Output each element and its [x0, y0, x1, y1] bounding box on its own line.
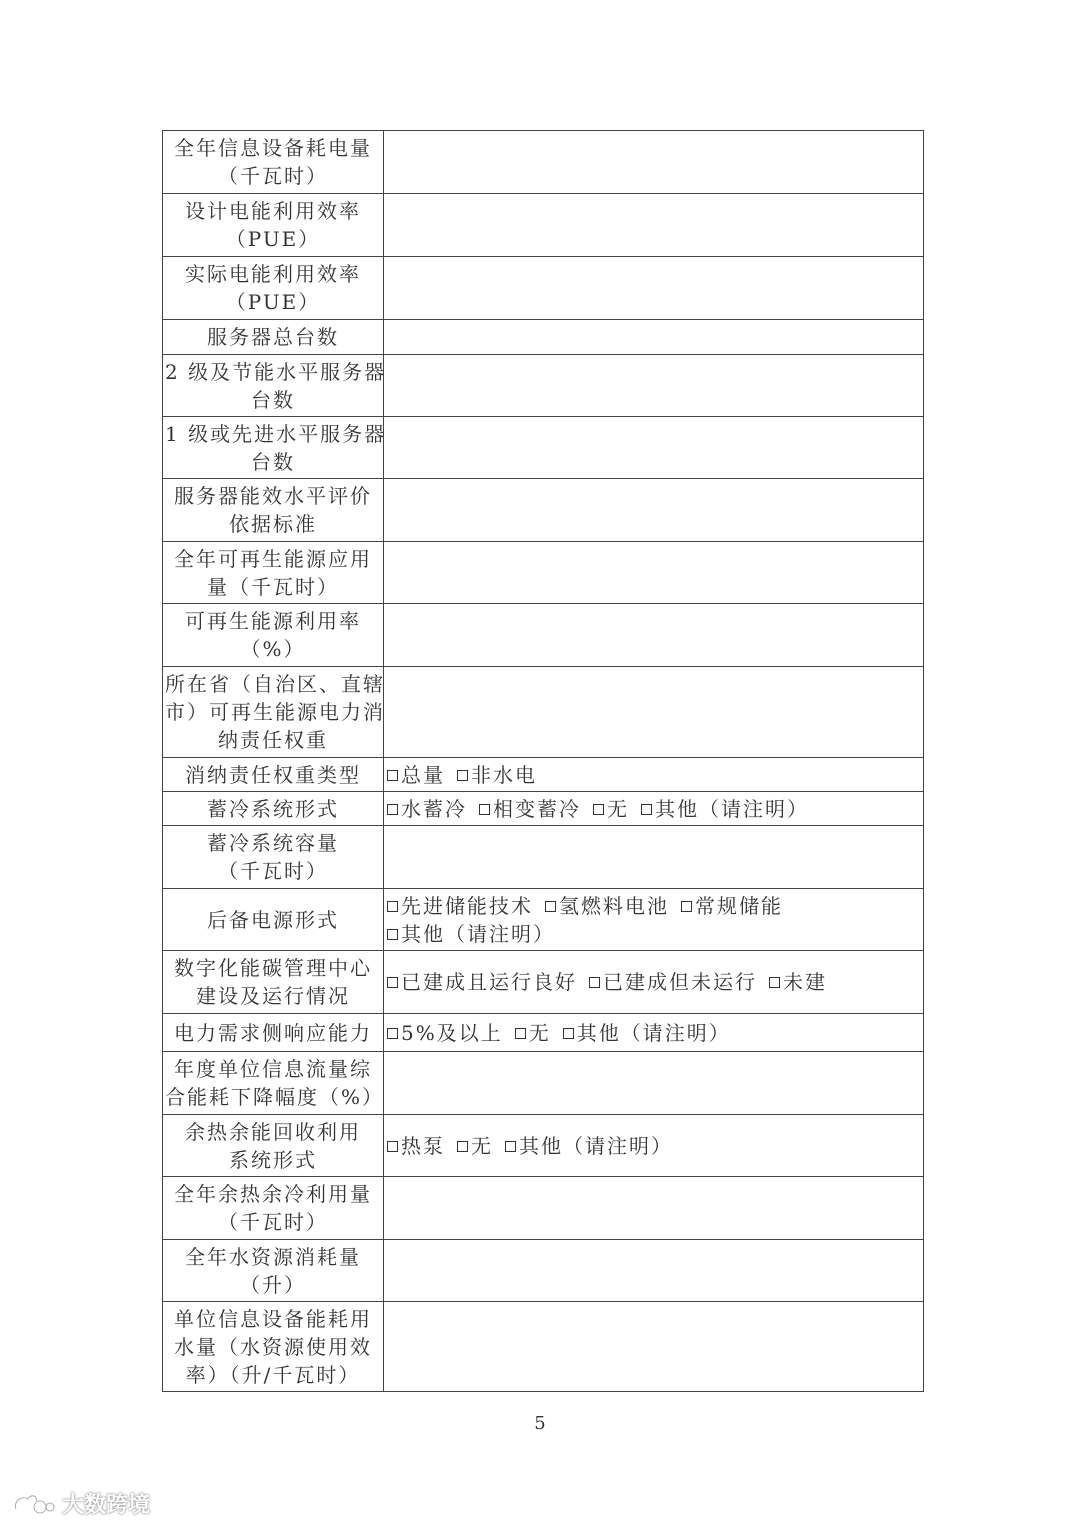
checkbox-option[interactable] — [479, 797, 581, 821]
checkbox-label: 无 — [471, 1133, 493, 1158]
checkbox-label: 先进储能技术 — [401, 893, 533, 918]
table-row — [163, 320, 924, 355]
row-value-cell — [384, 1014, 924, 1052]
checkbox-label: 无 — [528, 1020, 551, 1045]
checkbox-icon[interactable] — [769, 977, 780, 988]
table-row — [163, 194, 924, 257]
checkbox-icon[interactable] — [563, 1028, 574, 1039]
checkbox-option[interactable] — [387, 1021, 503, 1045]
row-label-cell — [163, 1052, 384, 1115]
watermark-logo-icon — [12, 1491, 56, 1517]
row-label-line: 依据标准 — [229, 512, 317, 536]
row-label-cell — [163, 792, 384, 826]
table-row — [163, 417, 924, 479]
row-value-cell[interactable] — [384, 479, 924, 542]
row-label-cell — [163, 1014, 384, 1052]
table-row — [163, 1052, 924, 1115]
watermark — [12, 1488, 150, 1519]
checkbox-label: 其他（请注明） — [401, 921, 555, 946]
row-label-line: （千瓦时） — [218, 1210, 328, 1234]
checkbox-icon[interactable] — [589, 977, 600, 988]
checkbox-icon[interactable] — [387, 977, 398, 988]
row-label-line: 电力需求侧响应能力 — [174, 1020, 372, 1045]
checkbox-option[interactable] — [387, 1134, 445, 1158]
row-label-line: 服务器总台数 — [207, 325, 339, 349]
checkbox-option[interactable] — [545, 894, 669, 918]
row-value-cell — [384, 792, 924, 826]
table-row — [163, 1177, 924, 1240]
option-line — [387, 1019, 917, 1047]
checkbox-label: 相变蓄冷 — [493, 796, 581, 821]
row-label-line: 可再生能源利用率 — [185, 609, 361, 633]
row-label-line: 设计电能利用效率 — [185, 199, 361, 223]
row-value-cell — [384, 951, 924, 1014]
checkbox-label: 已建成且运行良好 — [401, 970, 577, 994]
row-value-cell — [384, 889, 924, 951]
checkbox-label: 已建成但未运行 — [603, 970, 757, 994]
row-label-line: 合能耗下降幅度（%） — [165, 1085, 385, 1109]
row-value-cell[interactable] — [384, 1302, 924, 1392]
table-row — [163, 667, 924, 758]
row-label-cell — [163, 758, 384, 792]
checkbox-option[interactable] — [457, 763, 537, 787]
checkbox-label: 热泵 — [401, 1133, 445, 1158]
row-value-cell[interactable] — [384, 542, 924, 604]
row-value-cell[interactable] — [384, 826, 924, 889]
row-value-cell[interactable] — [384, 194, 924, 257]
checkbox-option[interactable] — [563, 1021, 731, 1045]
checkbox-label: 5%及以上 — [401, 1020, 503, 1045]
row-value-cell[interactable] — [384, 1177, 924, 1240]
form-table-body — [163, 131, 924, 1392]
checkbox-icon[interactable] — [387, 929, 398, 940]
checkbox-option[interactable] — [589, 970, 757, 994]
checkbox-icon[interactable] — [641, 804, 652, 815]
row-label-line: 纳责任权重 — [218, 728, 328, 752]
row-label-cell — [163, 1177, 384, 1240]
table-row — [163, 1014, 924, 1052]
row-value-cell[interactable] — [384, 1052, 924, 1115]
table-row — [163, 542, 924, 604]
table-row — [163, 951, 924, 1014]
checkbox-option[interactable] — [387, 970, 577, 994]
checkbox-label: 水蓄冷 — [401, 796, 467, 821]
checkbox-icon[interactable] — [457, 770, 468, 781]
row-value-cell[interactable] — [384, 131, 924, 194]
checkbox-label: 总量 — [401, 762, 445, 787]
checkbox-icon[interactable] — [457, 1141, 468, 1152]
row-label-line: 率）（升/千瓦时） — [185, 1362, 361, 1387]
option-line — [387, 892, 917, 920]
row-label-line: （千瓦时） — [218, 164, 328, 188]
checkbox-icon[interactable] — [545, 901, 556, 912]
row-value-cell[interactable] — [384, 257, 924, 320]
row-label-line: 水量（水资源使用效 — [174, 1334, 372, 1359]
checkbox-option[interactable] — [769, 970, 827, 994]
table-row — [163, 1115, 924, 1177]
table-row — [163, 889, 924, 951]
row-label-cell — [163, 889, 384, 951]
row-label-line: 全年信息设备耗电量 — [174, 136, 372, 160]
option-line — [387, 795, 917, 823]
checkbox-icon[interactable] — [387, 770, 398, 781]
checkbox-option[interactable] — [387, 797, 467, 821]
row-label-line: 服务器能效水平评价 — [174, 484, 372, 508]
row-label-cell — [163, 320, 384, 355]
row-label-cell — [163, 355, 387, 417]
row-label-line: （PUE） — [225, 227, 321, 251]
row-label-cell — [163, 194, 384, 257]
checkbox-option[interactable] — [387, 922, 555, 946]
checkbox-icon[interactable] — [479, 804, 490, 815]
table-row — [163, 758, 924, 792]
row-label-cell — [163, 479, 384, 542]
row-label-line: 全年水资源消耗量 — [185, 1244, 361, 1269]
checkbox-option[interactable] — [641, 797, 809, 821]
option-line — [387, 1132, 917, 1160]
row-label-cell — [163, 417, 387, 479]
row-label-line: 实际电能利用效率 — [185, 262, 361, 286]
checkbox-label: 未建 — [783, 970, 827, 994]
row-label-line: 蓄冷系统形式 — [207, 796, 339, 821]
row-label-line: 后备电源形式 — [207, 907, 339, 932]
checkbox-icon[interactable] — [505, 1141, 516, 1152]
checkbox-option[interactable] — [681, 894, 783, 918]
checkbox-label: 常规储能 — [695, 893, 783, 918]
checkbox-option[interactable] — [457, 1134, 493, 1158]
row-value-cell — [384, 1115, 924, 1177]
checkbox-icon[interactable] — [387, 804, 398, 815]
checkbox-label: 其他（请注明） — [655, 796, 809, 821]
checkbox-option[interactable] — [593, 797, 629, 821]
table-row — [163, 131, 924, 194]
row-label-line: （%） — [240, 637, 306, 661]
page-number: 5 — [534, 1413, 546, 1434]
table-row — [163, 826, 924, 889]
table-row — [163, 257, 924, 320]
row-label-cell — [163, 542, 384, 604]
row-label-line: 数字化能碳管理中心 — [174, 956, 372, 980]
table-row — [163, 792, 924, 826]
row-label-line: 蓄冷系统容量 — [207, 831, 339, 855]
row-label-cell — [163, 951, 384, 1014]
checkbox-option[interactable] — [387, 763, 445, 787]
row-value-cell[interactable] — [384, 1240, 924, 1302]
row-label-line: （千瓦时） — [218, 859, 328, 883]
row-label-line: 1 级或先进水平服务器 — [165, 421, 387, 446]
row-label-line: 2 级及节能水平服务器 — [165, 359, 387, 384]
row-label-cell — [163, 1240, 384, 1302]
row-label-line: 年度单位信息流量综 — [174, 1057, 372, 1081]
table-row — [163, 355, 924, 417]
checkbox-icon[interactable] — [593, 804, 604, 815]
checkbox-option[interactable] — [505, 1134, 673, 1158]
row-label-line: （PUE） — [225, 290, 321, 314]
row-label-line: 台数 — [251, 449, 295, 474]
row-label-line: 量（千瓦时） — [207, 574, 339, 599]
row-label-line: 全年余热余冷利用量 — [174, 1182, 372, 1206]
row-label-cell — [163, 667, 384, 758]
row-label-line: （升） — [240, 1272, 306, 1297]
row-label-line: 单位信息设备能耗用 — [174, 1306, 372, 1331]
row-label-cell — [163, 604, 384, 667]
row-value-cell[interactable] — [384, 320, 924, 355]
checkbox-label: 无 — [607, 796, 629, 821]
option-line — [387, 968, 917, 996]
table-row — [163, 1302, 924, 1392]
row-label-line: 系统形式 — [229, 1147, 317, 1172]
watermark-text: 大数跨境 — [62, 1493, 151, 1518]
form-table — [162, 130, 924, 1392]
option-line — [387, 920, 917, 948]
checkbox-option[interactable] — [387, 894, 533, 918]
checkbox-icon[interactable] — [681, 901, 692, 912]
checkbox-label: 非水电 — [471, 762, 537, 787]
row-value-cell — [384, 758, 924, 792]
checkbox-icon[interactable] — [515, 1028, 526, 1039]
checkbox-label: 氢燃料电池 — [559, 893, 669, 918]
row-label-line: 建设及运行情况 — [196, 984, 350, 1008]
row-label-line: 余热余能回收利用 — [185, 1119, 361, 1144]
row-label-cell — [163, 1115, 384, 1177]
table-row — [163, 1240, 924, 1302]
table-row — [163, 604, 924, 667]
row-label-line: 全年可再生能源应用 — [174, 546, 372, 571]
row-label-line: 台数 — [251, 387, 295, 412]
row-value-cell[interactable] — [384, 355, 924, 417]
table-row — [163, 479, 924, 542]
option-line — [387, 761, 917, 789]
row-label-cell — [163, 131, 384, 194]
checkbox-icon[interactable] — [387, 1141, 398, 1152]
checkbox-icon[interactable] — [387, 1028, 398, 1039]
row-label-line: 所在省（自治区、直辖 — [165, 672, 385, 696]
row-label-line: 消纳责任权重类型 — [185, 762, 361, 787]
row-label-cell — [163, 1302, 384, 1392]
checkbox-icon[interactable] — [387, 901, 398, 912]
checkbox-label: 其他（请注明） — [519, 1133, 673, 1158]
checkbox-option[interactable] — [515, 1021, 551, 1045]
row-value-cell[interactable] — [384, 604, 924, 667]
row-label-line: 市）可再生能源电力消 — [165, 700, 385, 724]
row-value-cell[interactable] — [384, 417, 924, 479]
row-label-cell — [163, 826, 384, 889]
row-value-cell[interactable] — [384, 667, 924, 758]
row-label-cell — [163, 257, 384, 320]
checkbox-label: 其他（请注明） — [576, 1020, 731, 1045]
